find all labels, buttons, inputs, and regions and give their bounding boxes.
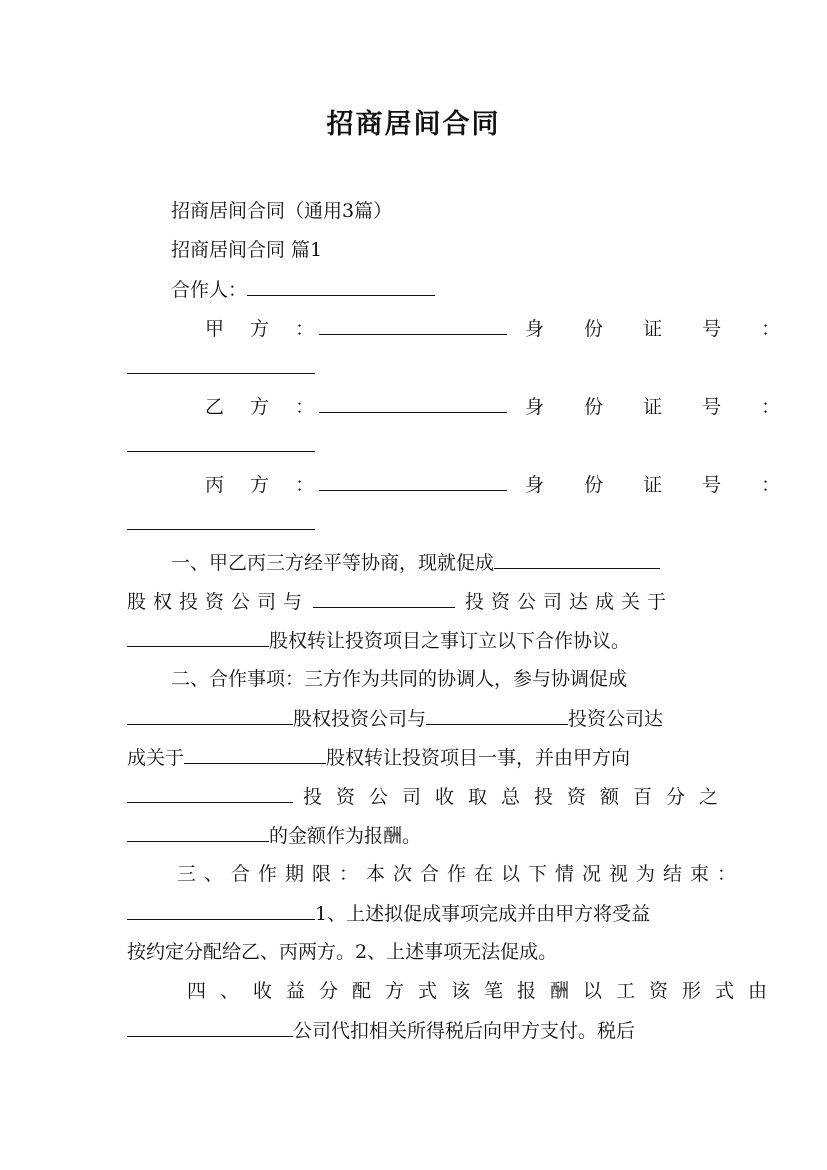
clause-2-text-2b: 投资公司达: [568, 708, 664, 730]
subtitle-line: [171, 198, 703, 224]
blank-clause-1-c: [127, 627, 269, 647]
clause-1-line-2: [127, 588, 703, 615]
partner-line: [171, 276, 703, 303]
clause-3-line-3: [127, 939, 703, 965]
blank-party-b-name: [319, 393, 507, 413]
blank-clause-2-d: [127, 783, 293, 803]
party-a-label: 甲 方 ：: [205, 318, 325, 340]
blank-party-b-id: [127, 432, 315, 452]
blank-clause-2-a: [127, 705, 293, 725]
blank-clause-4-a: [127, 1017, 293, 1037]
section-heading: [171, 237, 703, 263]
blank-party-a-name: [319, 315, 507, 335]
party-c-label: 丙 方 ：: [205, 474, 325, 496]
clause-3-text-1: 三、合作期限：本次合作在以下情况视为结束：: [177, 863, 745, 885]
party-c-id-line: [127, 510, 703, 537]
party-a-id-line: [127, 354, 703, 381]
clause-1-line-3: [127, 627, 703, 654]
party-c-id-label: 身 份 证 号 ：: [525, 474, 798, 496]
blank-party-c-id: [127, 510, 315, 530]
clause-2-text-3b: 股权转让投资项目一事，并由甲方向: [326, 747, 631, 769]
party-b-line: [205, 393, 798, 420]
blank-clause-2-b: [426, 705, 568, 725]
party-b-label: 乙 方 ：: [205, 396, 325, 418]
clause-3-line-2: [127, 900, 703, 927]
clause-2-text-5: 的金额作为报酬。: [269, 825, 422, 847]
clause-2-text-4: 投资公司收取总投资额百分之: [303, 786, 733, 808]
clause-2-text-1: 二、合作事项：三方作为共同的协调人，参与协调促成: [171, 668, 628, 690]
blank-clause-1-a: [494, 549, 660, 569]
party-b-id-label: 身 份 证 号 ：: [525, 396, 798, 418]
subtitle-text: 招商居间合同（通用3篇）: [171, 200, 393, 222]
clause-4-line-2: [127, 1017, 703, 1044]
clause-2-line-3: [127, 744, 703, 771]
blank-party-c-name: [319, 471, 507, 491]
clause-2-line-1: [171, 666, 703, 692]
clause-1-line-1: [171, 549, 703, 576]
party-b-id-line: [127, 432, 703, 459]
clause-4-text-1: 四、收益分配方式该笔报酬以工资形式由: [187, 980, 782, 1002]
clause-2-line-4: [127, 783, 733, 810]
blank-clause-2-e: [127, 822, 269, 842]
clause-2-text-2a: 股权投资公司与: [293, 708, 427, 730]
section-heading-text: 招商居间合同 篇1: [171, 239, 323, 261]
clause-1-text-1: 一、甲乙丙三方经平等协商，现就促成: [171, 552, 495, 574]
clause-1-text-2a: 股权投资公司与: [127, 591, 310, 613]
blank-party-a-id: [127, 354, 315, 374]
blank-partner: [247, 276, 435, 296]
clause-3-text-2: 1、上述拟促成事项完成并由甲方将受益: [315, 903, 651, 925]
party-a-id-label: 身 份 证 号 ：: [525, 318, 798, 340]
clause-2-line-2: [127, 705, 703, 732]
party-c-line: [205, 471, 798, 498]
document-title: 招商居间合同: [326, 109, 501, 140]
clause-4-text-2: 公司代扣相关所得税后向甲方支付。税后: [293, 1020, 636, 1042]
clause-1-text-3: 股权转让投资项目之事订立以下合作协议。: [269, 630, 631, 652]
party-a-line: [205, 315, 798, 342]
clause-4-line-1: [187, 978, 782, 1004]
blank-clause-1-b: [313, 588, 455, 608]
blank-clause-2-c: [184, 744, 326, 764]
clause-2-line-5: [127, 822, 703, 849]
clause-3-text-3: 按约定分配给乙、丙两方。2、上述事项无法促成。: [127, 941, 558, 963]
clause-2-text-3a: 成关于: [127, 747, 185, 769]
blank-clause-3-a: [127, 900, 315, 920]
clause-3-line-1: [177, 861, 745, 887]
clause-1-text-2b: 投资公司达成关于: [465, 591, 674, 613]
partner-label: 合作人：: [171, 279, 248, 301]
